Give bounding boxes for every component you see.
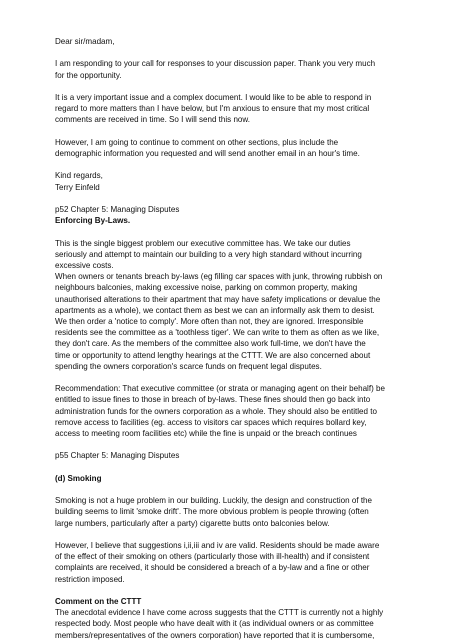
text-line: comments are received in time. So I will send this now. (55, 115, 250, 125)
sign-off (55, 170, 423, 192)
text-line: complaints are received, it should be considered a breach of a by-law and a fine or other (55, 563, 370, 573)
section-heading: Comment on the CTTT (55, 596, 142, 606)
text-line: of the effect of their smoking on others (particularly those with ill-health) and if consistent (55, 552, 370, 562)
text-line: apartments as a whole), we contact them as best we can an informally ask them to desist. (55, 305, 375, 315)
text-line: for the opportunity. (55, 70, 122, 80)
section-heading: (d) Smoking (55, 473, 102, 483)
text-line: large numbers, particularly after a party) cigarette butts onto balconies below. (55, 518, 330, 528)
closing: Kind regards, (55, 171, 103, 181)
intro-paragraph (55, 58, 423, 80)
section-cttt (55, 596, 423, 641)
text-line: However, I am going to continue to comment on other sections, plus include the (55, 137, 339, 147)
text-line: It is a very important issue and a complex document. I would like to be able to respond in (55, 92, 372, 102)
text-line: When owners or tenants breach by-laws (eg filling car spaces with junk, throwing rubbish on (55, 272, 383, 282)
text-line: administration funds for the owners corporation as a whole. They should also be entitled to (55, 406, 377, 416)
text-line: residents see the committee as a 'toothless tiger'. We can write to them as often as we like, (55, 328, 380, 338)
text-line: time or opportunity to attend lengthy hearings at the CTTT. We are also concerned about (55, 350, 371, 360)
text-line: I am responding to your call for responses to your discussion paper. Thank you very much (55, 59, 376, 69)
text-line: entitled to issue fines to those in breach of by-laws. These fines should then go back into (55, 395, 371, 405)
text-line: access to meeting room facilities etc) while the fine is unpaid or the breach continues (55, 429, 357, 438)
text-line: building seems to limit 'smoke drift'. The more obvious problem is people throwing (often (55, 507, 369, 517)
continue-paragraph (55, 137, 423, 159)
text-line: restriction imposed. (55, 574, 125, 584)
biggest-problem-paragraph (55, 238, 423, 272)
text-line: remove access to facilities (eg. access to visitors car spaces which requires bollard key, (55, 417, 367, 427)
text-line: The anecdotal evidence I have come across suggests that the CTTT is currently not a highly (55, 608, 384, 618)
section-enforcing-bylaws-title (55, 204, 423, 226)
document-page (55, 36, 423, 641)
section-smoking-heading (55, 473, 423, 484)
text-line: This is the single biggest problem our executive committee has. We take our duties (55, 238, 351, 248)
important-paragraph (55, 92, 423, 126)
text-line: However, I believe that suggestions i,ii,iii and iv are valid. Residents should be made aware (55, 540, 380, 550)
text-line: they don't care. As the members of the committee also work full-time, we don't have the (55, 339, 366, 349)
signature: Terry Einfeld (55, 182, 100, 192)
text-line: respected body. Most people who have dealt with it (as individual owners or as committee (55, 619, 374, 629)
salutation: Dear sir/madam, (55, 37, 115, 46)
section-heading: Enforcing By-Laws. (55, 216, 131, 226)
suggestions-paragraph (55, 540, 423, 585)
text-line: demographic information you requested and will send another email in an hour's time. (55, 148, 360, 158)
text-line: Smoking is not a huge problem in our building. Luckily, the design and construction of the (55, 496, 372, 506)
section-smoking-reference: p55 Chapter 5: Managing Disputes (55, 451, 180, 461)
text-line: members/representatives of the owners corporation) have reported that it is cumbersome, (55, 630, 375, 640)
text-line: seriously and attempt to maintain our building to a very high standard without incurring (55, 249, 362, 259)
text-line: regard to more matters than I have below, but I'm anxious to ensure that my most critical (55, 104, 370, 114)
text-line: Recommendation: That executive committee (or strata or managing agent on their behalf) be (55, 384, 385, 394)
text-line: unauthorised alterations to their apartment that may have safety implications or devalue the (55, 294, 381, 304)
text-line: We then order a 'notice to comply'. More often than not, they are ignored. Irresponsible (55, 316, 364, 326)
owners-breach-paragraph (55, 271, 423, 372)
text-line: spending the owners corporation's scarce funds on frequent legal disputes. (55, 361, 322, 371)
smoking-paragraph (55, 495, 423, 529)
section-reference: p52 Chapter 5: Managing Disputes (55, 204, 180, 214)
text-line: excessive costs. (55, 260, 114, 270)
recommendation-paragraph (55, 383, 423, 439)
text-line: neighbours balconies, making excessive noise, parking on common property, making (55, 283, 358, 293)
